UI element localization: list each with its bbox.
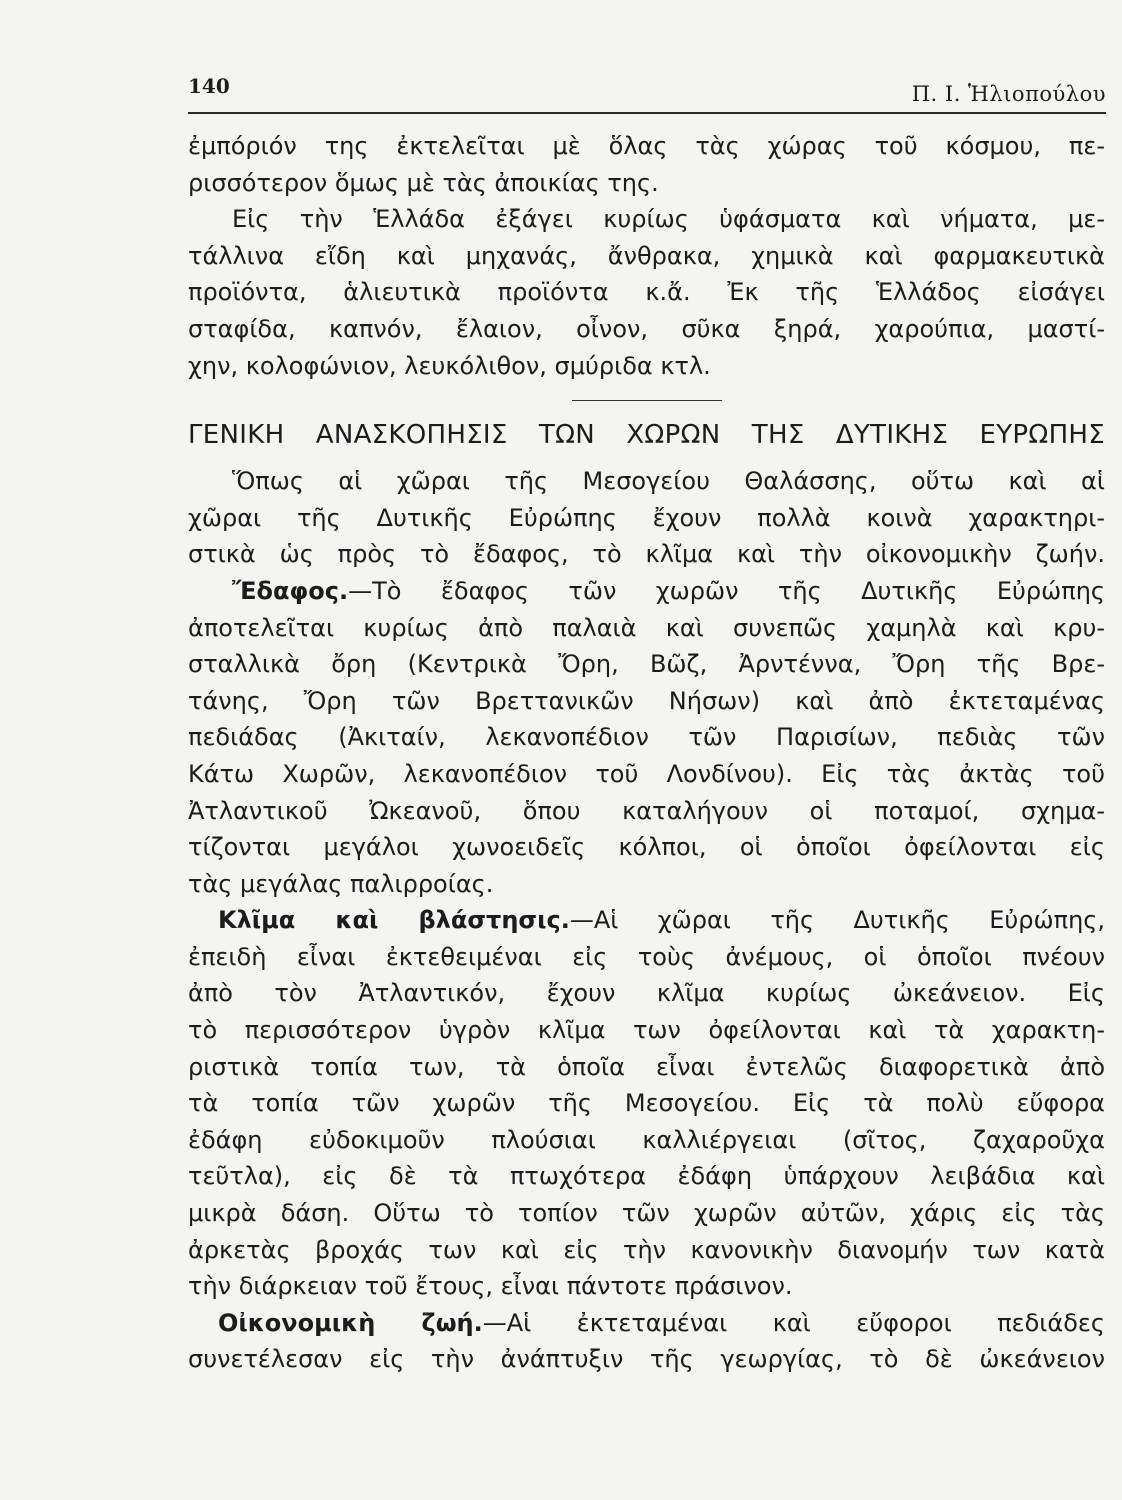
text-line: στικὰ ὡς πρὸς τὸ ἔδαφος, τὸ κλῖμα καὶ τὴν οἰκονομικὴν ζωήν. [188,540,1105,569]
text-line: σταφίδα, καπνόν, ἔλαιον, οἶνον, σῦκα ξηρά, χαρούπια, μαστί- [188,314,1105,343]
text-line: ἐδάφη εὐδοκιμοῦν πλούσιαι καλλιέργειαι (σῖτος, ζαχαροῦχα [188,1125,1105,1154]
text-line: Εἰς τὴν Ἑλλάδα ἐξάγει κυρίως ὑφάσματα καὶ νήματα, με- [232,205,1105,234]
running-head: Π. Ι. Ἡλιοπούλου [911,82,1106,106]
text-line: τεῦτλα), εἰς δὲ τὰ πτωχότερα ἐδάφη ὑπάρχουν λειβάδια καὶ [188,1162,1105,1191]
text-line: προϊόντα, ἁλιευτικὰ προϊόντα κ.ἄ. Ἐκ τῆς Ἑλλάδος εἰσάγει [188,278,1105,307]
text-line: χην, κολοφώνιον, λευκόλιθον, σμύριδα κτλ. [188,351,711,380]
text-line: ἐπειδὴ εἶναι ἐκτεθειμέναι εἰς τοὺς ἀνέμους, οἱ ὁποῖοι πνέουν [188,942,1105,971]
paragraph-climate [188,902,1105,1305]
text-run: —Τὸ ἔδαφος τῶν χωρῶν τῆς Δυτικῆς Εὐρώπης [348,576,1105,605]
text-line: ἀποτελεῖται κυρίως ἀπὸ παλαιὰ καὶ συνεπῶς χαμηλὰ καὶ κρυ- [188,613,1105,642]
subheading-economy: Οἰκονομικὴ ζωή. [218,1308,483,1337]
text-line: συνετέλεσαν εἰς τὴν ἀνάπτυξιν τῆς γεωργίας, τὸ δὲ ὠκεάνειον [188,1345,1105,1374]
section-divider [572,400,722,401]
text-run: —Αἱ χῶραι τῆς Δυτικῆς Εὐρώπης, [569,906,1105,935]
text-line: τίζονται μεγάλοι χωνοειδεῖς κόλποι, οἱ ὁποῖοι ὀφείλονται εἰς [188,833,1105,862]
text-line: χῶραι τῆς Δυτικῆς Εὐρώπης ἔχουν πολλὰ κοινὰ χαρακτηρι- [188,503,1105,532]
text-line [188,1305,1105,1342]
page-number: 140 [188,74,230,98]
text-line: τὴν διάρκειαν τοῦ ἔτους, εἶναι πάντοτε πράσινον. [188,1272,793,1301]
text-line: τὰ τοπία τῶν χωρῶν τῆς Μεσογείου. Εἰς τὰ πολὺ εὔφορα [188,1089,1105,1118]
text-line [188,902,1105,939]
text-line: ριστικὰ τοπία των, τὰ ὁποῖα εἶναι ἐντελῶς διαφορετικὰ ἀπὸ [188,1052,1105,1081]
subheading-soil: Ἔδαφος. [232,576,349,605]
paragraph-trade [188,128,1105,201]
text-line: τὰς μεγάλας παλιρροίας. [188,869,494,898]
text-line: Ἀτλαντικοῦ Ὠκεανοῦ, ὅπου καταλήγουν οἱ ποταμοί, σχημα- [188,796,1105,825]
text-line: ἐμπόριόν της ἐκτελεῖται μὲ ὅλας τὰς χώρας τοῦ κόσμου, πε- [188,132,1105,160]
paragraph-economy [188,1305,1105,1378]
text-line: ἀπὸ τὸν Ἀτλαντικόν, ἔχουν κλῖμα κυρίως ὠκεάνειον. Εἰς [188,979,1105,1008]
text-line [188,573,1105,610]
text-line: μικρὰ δάση. Οὕτω τὸ τοπίον τῶν χωρῶν αὐτῶν, χάρις εἰς τὰς [188,1199,1105,1228]
text-line: Ὅπως αἱ χῶραι τῆς Μεσογείου Θαλάσσης, οὕτω καὶ αἱ [232,467,1105,496]
text-line: ρισσότερον ὅμως μὲ τὰς ἀποικίας της. [188,168,659,197]
text-line: τὸ περισσότερον ὑγρὸν κλῖμα των ὀφείλονται καὶ τὰ χαρακτη- [188,1016,1105,1045]
paragraph-greece-trade [188,201,1105,384]
text-line: Κάτω Χωρῶν, λεκανοπέδιον τοῦ Λονδίνου). Εἰς τὰς ἀκτὰς τοῦ [188,759,1105,788]
paragraph-intro [188,463,1105,573]
paragraph-soil [188,573,1105,902]
text-line: τάλλινα εἴδη καὶ μηχανάς, ἄνθρακα, χημικὰ καὶ φαρμακευτικὰ [188,241,1105,270]
section-heading: ΓΕΝΙΚΗ ΑΝΑΣΚΟΠΗΣΙΣ ΤΩΝ ΧΩΡΩΝ ΤΗΣ ΔΥΤΙΚΗΣ ΕΥΡΩΠΗΣ [188,420,1105,451]
text-line: τάνης, Ὄρη τῶν Βρεττανικῶν Νήσων) καὶ ἀπὸ ἐκτεταμένας [188,686,1105,715]
text-line: ἀρκετὰς βροχάς των καὶ εἰς τὴν κανονικὴν διανομήν των κατὰ [188,1235,1105,1264]
text-line: σταλλικὰ ὄρη (Κεντρικὰ Ὄρη, Βῶζ, Ἀρντέννα, Ὄρη τῆς Βρε- [188,650,1105,679]
page-header [188,70,1106,114]
text-run: —Αἱ ἐκτεταμέναι καὶ εὔφοροι πεδιάδες [482,1308,1105,1337]
subheading-climate: Κλῖμα καὶ βλάστησις. [218,906,570,935]
text-line: πεδιάδας (Ἀκιταίν, λεκανοπέδιον τῶν Παρισίων, πεδιὰς τῶν [188,723,1105,752]
page-body [188,128,1105,1378]
